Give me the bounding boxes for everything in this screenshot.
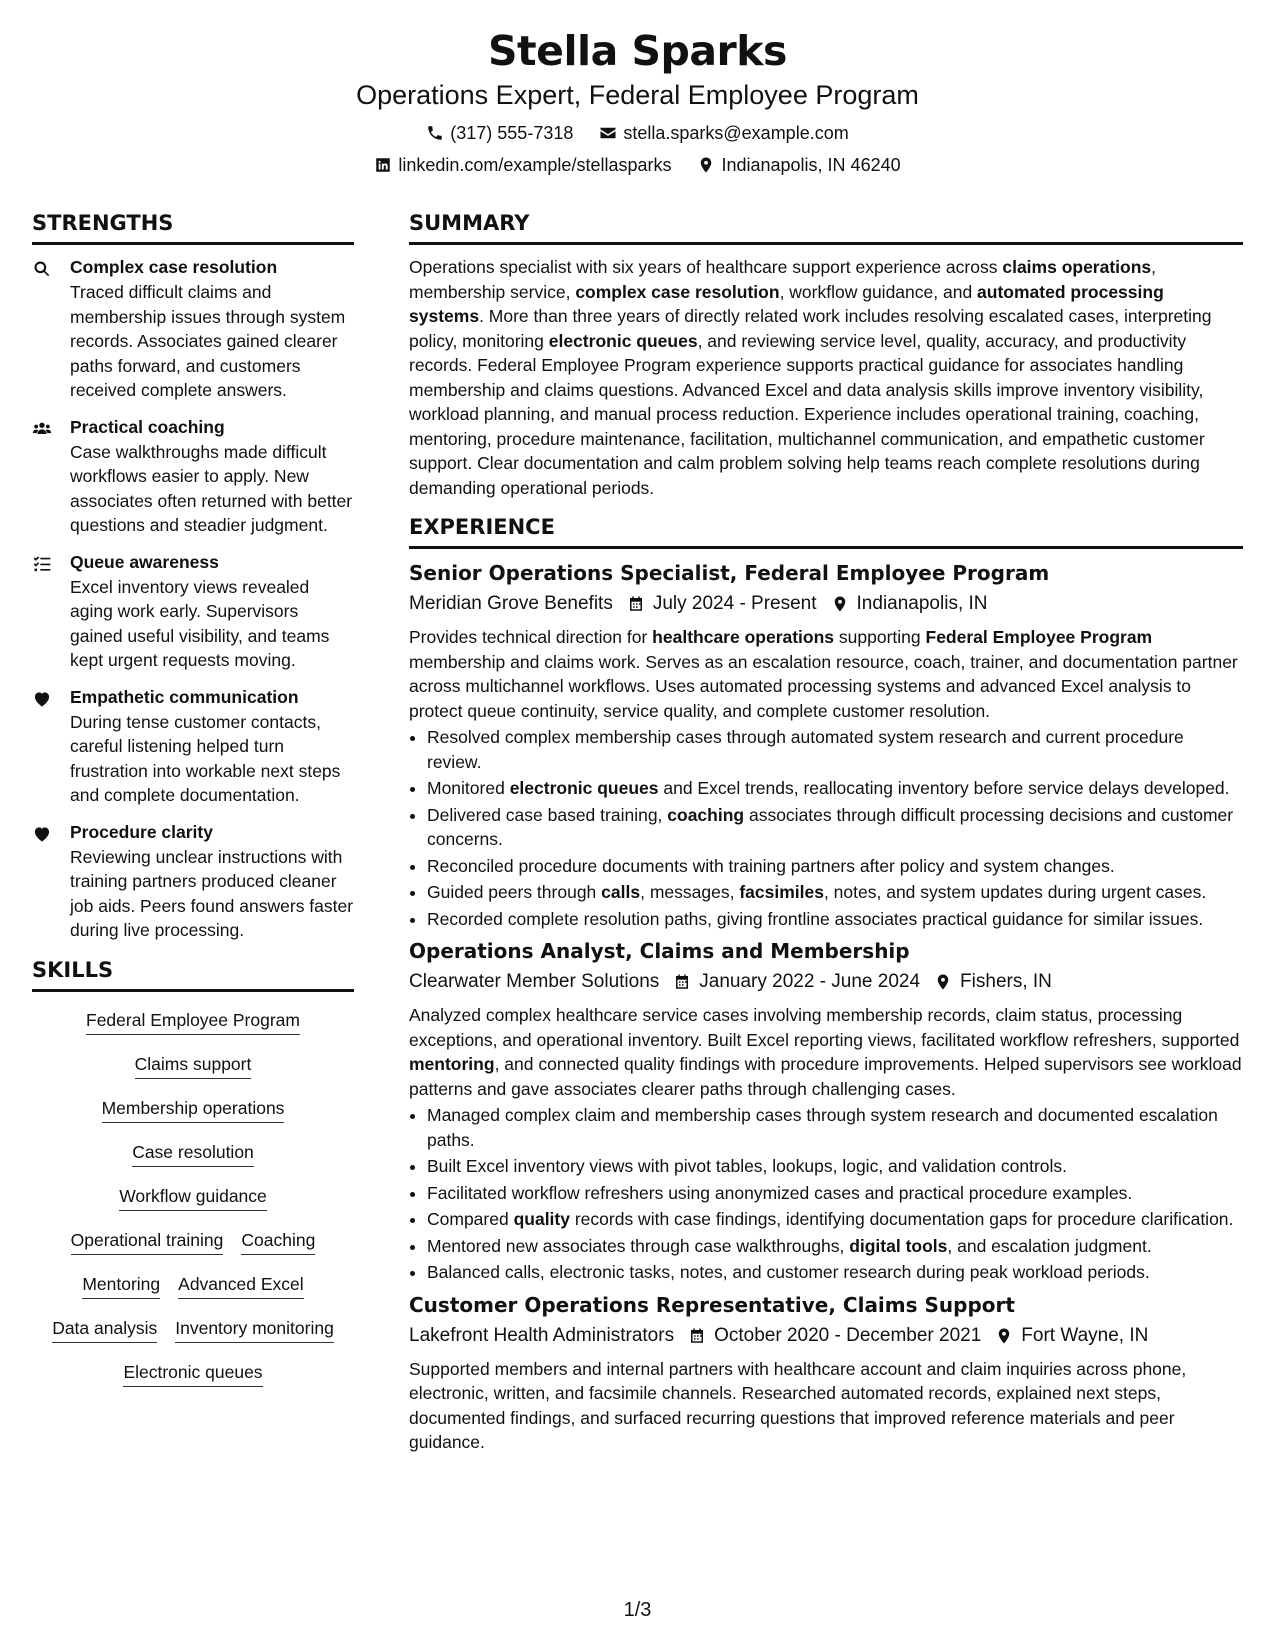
candidate-name: Stella Sparks	[488, 27, 787, 75]
job-description: Supported members and internal partners with healthcare account and claim inquiries across phone, electronic, written, and facsimile channels. Researched automated records, explained next steps, documented findings, and surfaced recurring questions that improved reference materials and peer guidance.	[409, 1358, 1187, 1452]
strength-item	[32, 685, 354, 808]
emphasis-text: complex case resolution	[575, 281, 780, 302]
skill-row	[32, 1228, 354, 1255]
calendar-icon	[673, 973, 691, 991]
strengths-list	[32, 255, 354, 943]
job-bullet: • Balanced calls, electronic tasks, notes, and customer research during peak workload periods.	[427, 1260, 1243, 1285]
candidate-headline: Operations Expert, Federal Employee Program	[356, 80, 919, 110]
contact-location	[697, 153, 900, 177]
emphasis-text: calls	[601, 882, 641, 902]
job-location: Fort Wayne, IN	[1021, 1324, 1149, 1346]
summary-text: Operations specialist with six years of healthcare support experience across claims operations, membership service, complex case resolution, workflow guidance, and automated processing systems. More than three years of directly related work includes resolving escalated cases, interpreting policy, monitoring electronic queues, and reviewing service level, quality, accuracy, and productivity records. Federal Employee Program experience supports practical guidance for associates handling membership and claims questions. Advanced Excel and data analysis skills improve inventory visibility, workload planning, and manual process reduction. Experience includes operational training, coaching, mentoring, procedure maintenance, facilitation, multichannel communication, and empathetic customer support. Clear documentation and calm problem solving help teams reach complete resolutions during demanding operational periods.	[409, 257, 1212, 498]
job-meta	[409, 1323, 1243, 1349]
skill-row	[32, 1008, 354, 1035]
job-company: Clearwater Member Solutions	[409, 971, 660, 992]
summary-heading: SUMMARY	[409, 210, 1243, 245]
skill-tag: Federal Employee Program	[86, 1008, 300, 1035]
job-bullet: • Reconciled procedure documents with training partners after policy and system changes.	[427, 854, 1243, 879]
strength-description: During tense customer contacts, careful listening helped turn frustration into workable next steps and complete documentation.	[70, 711, 341, 805]
job-description: Analyzed complex healthcare service cases involving membership records, claim status, processing exceptions, and operational inventory. Built Excel reporting views, facilitated workflow refreshers, supported mentoring, and connected quality findings with procedure improvements. Helped supervisors see workload patterns and gave associates clearer paths through challenging cases.	[409, 1005, 1242, 1099]
skills-list	[32, 1004, 354, 1387]
list-check-icon	[32, 554, 52, 574]
job-location-wrap	[995, 1323, 1148, 1349]
skills-heading: SKILLS	[32, 957, 354, 992]
job-bullet: • Facilitated workflow refreshers using anonymized cases and practical procedure examples.	[427, 1181, 1243, 1206]
page-number: 1/3	[623, 1599, 652, 1621]
emphasis-text: Federal Employee Program	[925, 627, 1153, 647]
skill-tag: Coaching	[241, 1228, 315, 1255]
calendar-icon	[688, 1327, 706, 1345]
job-bullet: • Delivered case based training, coaching associates through difficult processing decisions and customer concerns.	[427, 803, 1243, 852]
skill-tag: Membership operations	[102, 1096, 285, 1123]
strength-icon-wrap	[32, 550, 70, 673]
job-dates-wrap	[627, 591, 817, 617]
skill-tag: Electronic queues	[123, 1360, 262, 1387]
emphasis-text: healthcare operations	[652, 627, 835, 647]
strength-description: Reviewing unclear instructions with training partners produced cleaner job aids. Peers found answers faster during live processing.	[70, 846, 354, 940]
strength-item	[32, 255, 354, 403]
strength-icon-wrap	[32, 685, 70, 808]
strength-title: Complex case resolution	[70, 257, 278, 277]
linkedin-text: linkedin.com/example/stellasparks	[398, 155, 672, 175]
phone-icon	[426, 124, 444, 142]
skill-row	[32, 1360, 354, 1387]
strength-item	[32, 415, 354, 538]
strength-body	[70, 550, 354, 673]
contact-row-2	[0, 153, 1275, 177]
skill-row	[32, 1316, 354, 1343]
job-company: Lakefront Health Administrators	[409, 1324, 675, 1346]
job-bullet: • Recorded complete resolution paths, giving frontline associates practical guidance for similar issues.	[427, 907, 1243, 932]
strength-title: Empathetic communication	[70, 686, 299, 707]
strength-icon-wrap	[32, 415, 70, 538]
strength-description: Excel inventory views revealed aging work early. Supervisors gained useful visibility, and teams kept urgent requests moving.	[70, 576, 330, 670]
emphasis-text: automated processing systems	[409, 281, 1164, 326]
strength-icon-wrap	[32, 255, 70, 403]
job-dates: July 2024 - Present	[652, 593, 817, 614]
job-location: Indianapolis, IN	[856, 593, 988, 614]
job-bullet: • Compared quality records with case findings, identifying documentation gaps for procedure clarification.	[427, 1207, 1243, 1232]
job-company: Meridian Grove Benefits	[409, 593, 613, 614]
job-title: Customer Operations Representative, Claims Support	[409, 1292, 1015, 1317]
job-bullets	[409, 1103, 1243, 1285]
map-pin-icon	[697, 156, 715, 174]
experience-heading: EXPERIENCE	[409, 514, 1243, 549]
strength-body	[70, 415, 354, 538]
job-bullets	[409, 725, 1243, 931]
contact-phone[interactable]	[426, 121, 573, 145]
job-description: Provides technical direction for healthcare operations supporting Federal Employee Program membership and claims work. Serves as an escalation resource, coach, trainer, and documentation partner across multichannel workflows. Uses automated processing systems and advanced Excel analysis to protect queue continuity, service quality, and complete customer resolution.	[409, 627, 1238, 721]
strengths-section	[32, 210, 354, 943]
map-pin-icon	[831, 595, 849, 613]
job-meta	[409, 591, 1243, 617]
skill-row	[32, 1052, 354, 1079]
strength-title: Procedure clarity	[70, 821, 213, 842]
job-title: Operations Analyst, Claims and Membership	[409, 939, 910, 963]
envelope-icon	[599, 124, 617, 142]
search-icon	[32, 259, 52, 279]
job-meta	[409, 969, 1243, 995]
linkedin-icon	[374, 156, 392, 174]
emphasis-text: facsimiles	[739, 882, 824, 902]
jobs-list	[409, 559, 1243, 1455]
job-bullet: • Mentored new associates through case walkthroughs, digital tools, and escalation judgment.	[427, 1234, 1243, 1259]
email-text: stella.sparks@example.com	[623, 123, 849, 143]
strength-description: Traced difficult claims and membership issues through system records. Associates gained clearer paths forward, and customers received complete answers.	[70, 282, 346, 400]
emphasis-text: electronic queues	[509, 778, 659, 798]
strength-item	[32, 820, 354, 943]
strength-title: Queue awareness	[70, 551, 219, 572]
strength-body	[70, 685, 354, 808]
strength-description: Case walkthroughs made difficult workflows easier to apply. New associates often returned with better questions and steadier judgment.	[70, 441, 353, 535]
strength-body	[70, 255, 354, 403]
job-entry	[409, 937, 1243, 1285]
job-location-wrap	[934, 969, 1052, 995]
summary-section	[409, 210, 1243, 500]
location-text: Indianapolis, IN 46240	[721, 155, 901, 175]
skill-row	[32, 1184, 354, 1211]
skill-row	[32, 1096, 354, 1123]
job-bullet: • Resolved complex membership cases through automated system research and current procedure review.	[427, 725, 1243, 774]
job-bullet: • Guided peers through calls, messages, facsimiles, notes, and system updates during urgent cases.	[427, 880, 1243, 905]
emphasis-text: coaching	[667, 804, 745, 825]
strength-icon-wrap	[32, 820, 70, 943]
job-location-wrap	[831, 591, 988, 617]
job-entry	[409, 559, 1243, 931]
job-dates-wrap	[688, 1323, 981, 1349]
strengths-heading: STRENGTHS	[32, 210, 354, 245]
skill-tag: Advanced Excel	[178, 1272, 304, 1299]
emphasis-text: quality	[513, 1209, 570, 1229]
skills-section	[32, 957, 354, 1387]
job-bullet: • Managed complex claim and membership cases through system research and documented escalation paths.	[427, 1103, 1243, 1152]
emphasis-text: mentoring	[409, 1054, 495, 1074]
contact-linkedin[interactable]	[374, 153, 671, 177]
skill-tag: Mentoring	[82, 1272, 160, 1299]
job-entry	[409, 1291, 1243, 1455]
contact-email[interactable]	[599, 121, 848, 145]
emphasis-text: digital tools	[849, 1235, 948, 1256]
job-title: Senior Operations Specialist, Federal Employee Program	[409, 561, 1050, 585]
experience-section	[409, 514, 1243, 1455]
calendar-icon	[627, 595, 645, 613]
skill-tag: Claims support	[135, 1052, 252, 1079]
skill-row	[32, 1272, 354, 1299]
skill-tag: Inventory monitoring	[175, 1316, 334, 1343]
strength-item	[32, 550, 354, 673]
map-pin-icon	[995, 1327, 1013, 1345]
heart-icon	[32, 689, 52, 709]
left-column	[32, 210, 354, 1404]
skill-tag: Case resolution	[132, 1140, 254, 1167]
skill-tag: Operational training	[71, 1228, 224, 1255]
job-dates: January 2022 - June 2024	[699, 971, 921, 992]
skill-row	[32, 1140, 354, 1167]
job-bullet: • Built Excel inventory views with pivot tables, lookups, logic, and validation controls.	[427, 1154, 1243, 1179]
strength-body	[70, 820, 354, 943]
contact-row-1	[0, 121, 1275, 145]
heart-icon	[32, 824, 52, 844]
emphasis-text: electronic queues	[548, 330, 698, 351]
job-bullet: • Monitored electronic queues and Excel trends, reallocating inventory before service delays developed.	[427, 776, 1243, 801]
strength-title: Practical coaching	[70, 416, 225, 437]
job-dates: October 2020 - December 2021	[714, 1324, 982, 1346]
job-dates-wrap	[673, 969, 920, 995]
emphasis-text: claims operations	[1002, 257, 1152, 277]
users-icon	[32, 419, 52, 439]
resume-header	[0, 26, 1275, 177]
right-column	[409, 210, 1243, 1461]
phone-text: (317) 555-7318	[450, 123, 574, 143]
job-location: Fishers, IN	[960, 971, 1052, 992]
map-pin-icon	[934, 973, 952, 991]
skill-tag: Data analysis	[52, 1316, 157, 1343]
skill-tag: Workflow guidance	[119, 1184, 267, 1211]
